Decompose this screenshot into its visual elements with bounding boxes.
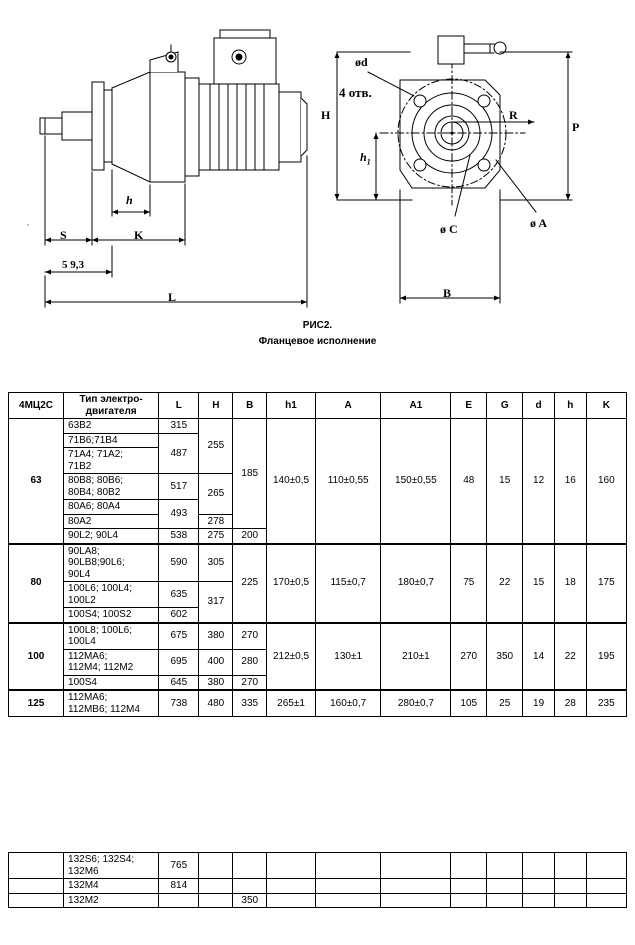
cell-A: 160±0,7 xyxy=(315,690,381,717)
cell-series-80: 80 xyxy=(9,544,64,623)
cell-H: 255 xyxy=(199,419,233,474)
th-G: G xyxy=(487,393,523,419)
cell-L: 538 xyxy=(159,529,199,544)
cell-A xyxy=(315,853,381,879)
th-B: B xyxy=(233,393,267,419)
cell-d xyxy=(523,879,555,894)
cell-H: 380 xyxy=(199,623,233,650)
cell-K xyxy=(586,853,626,879)
cell-d xyxy=(523,893,555,908)
th-h: h xyxy=(554,393,586,419)
cell-A: 115±0,7 xyxy=(315,544,381,623)
cell-B xyxy=(233,879,267,894)
cell-G: 350 xyxy=(487,623,523,691)
table-header-row xyxy=(9,393,627,419)
cell-E: 48 xyxy=(451,419,487,544)
cell-H: 265 xyxy=(199,474,233,515)
cell-motor: 80А6; 80А4 xyxy=(64,500,159,515)
figure-caption-number: РИС2. xyxy=(302,320,333,331)
cell-A1 xyxy=(381,893,451,908)
table-row xyxy=(9,879,627,894)
th-A: A xyxy=(315,393,381,419)
th-H: H xyxy=(199,393,233,419)
cell-L: 765 xyxy=(159,853,199,879)
cell-E: 75 xyxy=(451,544,487,623)
cell-h: 16 xyxy=(554,419,586,544)
cell-L: 315 xyxy=(159,419,199,434)
cell-motor: 112МА6; 112МВ6; 112М4 xyxy=(64,690,159,717)
cell-L: 517 xyxy=(159,474,199,500)
cell-h xyxy=(554,893,586,908)
cell-G: 22 xyxy=(487,544,523,623)
cell-B: 280 xyxy=(233,649,267,675)
cell-L: 645 xyxy=(159,675,199,690)
th-L: L xyxy=(159,393,199,419)
cell-h: 28 xyxy=(554,690,586,717)
cell-A1 xyxy=(381,879,451,894)
cell-h: 22 xyxy=(554,623,586,691)
cell-h1 xyxy=(267,893,316,908)
cell-K xyxy=(586,879,626,894)
cell-series xyxy=(9,879,64,894)
cell-series xyxy=(9,853,64,879)
cell-G: 25 xyxy=(487,690,523,717)
cell-K: 175 xyxy=(586,544,626,623)
cell-A xyxy=(315,879,381,894)
label-P: P xyxy=(572,120,580,134)
cell-h1 xyxy=(267,879,316,894)
cell-h1 xyxy=(267,853,316,879)
cell-L: 635 xyxy=(159,582,199,608)
label-h-left: h xyxy=(126,193,133,207)
table-row xyxy=(9,419,627,434)
cell-A1: 150±0,55 xyxy=(381,419,451,544)
cell-B: 270 xyxy=(233,675,267,690)
cell-A1 xyxy=(381,853,451,879)
cell-h xyxy=(554,879,586,894)
cell-H: 317 xyxy=(199,582,233,623)
cell-B xyxy=(233,853,267,879)
cell-motor: 71В6;71В4 xyxy=(64,433,159,448)
cell-series-100: 100 xyxy=(9,623,64,691)
cell-L xyxy=(159,893,199,908)
cell-G xyxy=(487,853,523,879)
cell-K: 235 xyxy=(586,690,626,717)
dimensions-table-continued xyxy=(8,852,627,908)
cell-L: 487 xyxy=(159,433,199,474)
th-E: E xyxy=(451,393,487,419)
label-C-diameter: ø C xyxy=(440,222,458,236)
cell-A: 110±0,55 xyxy=(315,419,381,544)
cell-d: 14 xyxy=(523,623,555,691)
technical-drawing xyxy=(0,0,635,385)
cell-B: 225 xyxy=(233,544,267,623)
cell-B: 270 xyxy=(233,623,267,650)
cell-H: 278 xyxy=(199,514,233,529)
cell-B: 335 xyxy=(233,690,267,717)
cell-A xyxy=(315,893,381,908)
cell-series-63: 63 xyxy=(9,419,64,544)
cell-H: 400 xyxy=(199,649,233,675)
cell-d: 19 xyxy=(523,690,555,717)
cell-L: 675 xyxy=(159,623,199,650)
label-h1: $h_1$ xyxy=(360,150,371,167)
cell-A1: 280±0,7 xyxy=(381,690,451,717)
cell-h1: 265±1 xyxy=(267,690,316,717)
cell-motor: 132М4 xyxy=(64,879,159,894)
cell-H xyxy=(199,853,233,879)
cell-K: 195 xyxy=(586,623,626,691)
cell-series-125: 125 xyxy=(9,690,64,717)
label-A-diameter: ø A xyxy=(530,216,548,230)
cell-motor: 132М2 xyxy=(64,893,159,908)
cell-H: 305 xyxy=(199,544,233,582)
th-motor-type: Тип электро- двигателя xyxy=(64,393,159,419)
cell-L: 695 xyxy=(159,649,199,675)
cell-motor: 100S4 xyxy=(64,675,159,690)
cell-H xyxy=(199,893,233,908)
cell-h1: 212±0,5 xyxy=(267,623,316,691)
cell-motor: 100L6; 100L4; 100L2 xyxy=(64,582,159,608)
cell-series xyxy=(9,893,64,908)
cell-motor: 80В8; 80В6; 80В4; 80В2 xyxy=(64,474,159,500)
label-5-9-3: 5 9,3 xyxy=(62,259,84,271)
th-d: d xyxy=(523,393,555,419)
cell-G xyxy=(487,893,523,908)
table-row xyxy=(9,853,627,879)
table-row xyxy=(9,544,627,582)
label-L: L xyxy=(168,290,177,304)
cell-L: 738 xyxy=(159,690,199,717)
cell-A1: 180±0,7 xyxy=(381,544,451,623)
cell-K xyxy=(586,893,626,908)
label-R: R xyxy=(509,108,518,122)
cell-h1: 140±0,5 xyxy=(267,419,316,544)
cell-K: 160 xyxy=(586,419,626,544)
cell-motor: 71А4; 71А2; 71В2 xyxy=(64,448,159,474)
cell-G xyxy=(487,879,523,894)
cell-motor: 112МА6; 112М4; 112М2 xyxy=(64,649,159,675)
table-row xyxy=(9,893,627,908)
cell-motor: 90L2; 90L4 xyxy=(64,529,159,544)
cell-B: 185 xyxy=(233,419,267,529)
cell-h xyxy=(554,853,586,879)
cell-H: 275 xyxy=(199,529,233,544)
cell-d xyxy=(523,853,555,879)
cell-E xyxy=(451,893,487,908)
cell-B: 200 xyxy=(233,529,267,544)
cell-h1: 170±0,5 xyxy=(267,544,316,623)
th-A1: A1 xyxy=(381,393,451,419)
cell-motor: 80А2 xyxy=(64,514,159,529)
cell-B: 350 xyxy=(233,893,267,908)
cell-d: 12 xyxy=(523,419,555,544)
cell-L: 493 xyxy=(159,500,199,529)
cell-d: 15 xyxy=(523,544,555,623)
label-B: B xyxy=(443,286,452,300)
cell-H: 380 xyxy=(199,675,233,690)
cell-motor: 90LА8; 90LВ8;90L6; 90L4 xyxy=(64,544,159,582)
label-S: S xyxy=(60,228,67,242)
cell-L: 602 xyxy=(159,608,199,623)
cell-motor: 63В2 xyxy=(64,419,159,434)
cell-motor: 100S4; 100S2 xyxy=(64,608,159,623)
cell-E xyxy=(451,853,487,879)
cell-E: 105 xyxy=(451,690,487,717)
th-K: K xyxy=(586,393,626,419)
th-series: 4МЦ2С xyxy=(9,393,64,419)
dimensions-table xyxy=(8,392,627,717)
label-4-holes: 4 отв. xyxy=(339,85,372,100)
cell-G: 15 xyxy=(487,419,523,544)
label-K: K xyxy=(134,228,144,242)
cell-E xyxy=(451,879,487,894)
th-h1: h1 xyxy=(267,393,316,419)
cell-H xyxy=(199,879,233,894)
label-H: H xyxy=(321,108,331,122)
cell-L: 814 xyxy=(159,879,199,894)
cell-H: 480 xyxy=(199,690,233,717)
label-d-diameter: ød xyxy=(355,55,368,69)
cell-A: 130±1 xyxy=(315,623,381,691)
cell-motor: 132S6; 132S4; 132М6 xyxy=(64,853,159,879)
cell-A1: 210±1 xyxy=(381,623,451,691)
cell-E: 270 xyxy=(451,623,487,691)
figure-caption-text: Фланцевое исполнение xyxy=(258,336,377,347)
table-row xyxy=(9,690,627,717)
cell-motor: 100L8; 100L6; 100L4 xyxy=(64,623,159,650)
cell-L: 590 xyxy=(159,544,199,582)
table-row xyxy=(9,623,627,650)
cell-h: 18 xyxy=(554,544,586,623)
